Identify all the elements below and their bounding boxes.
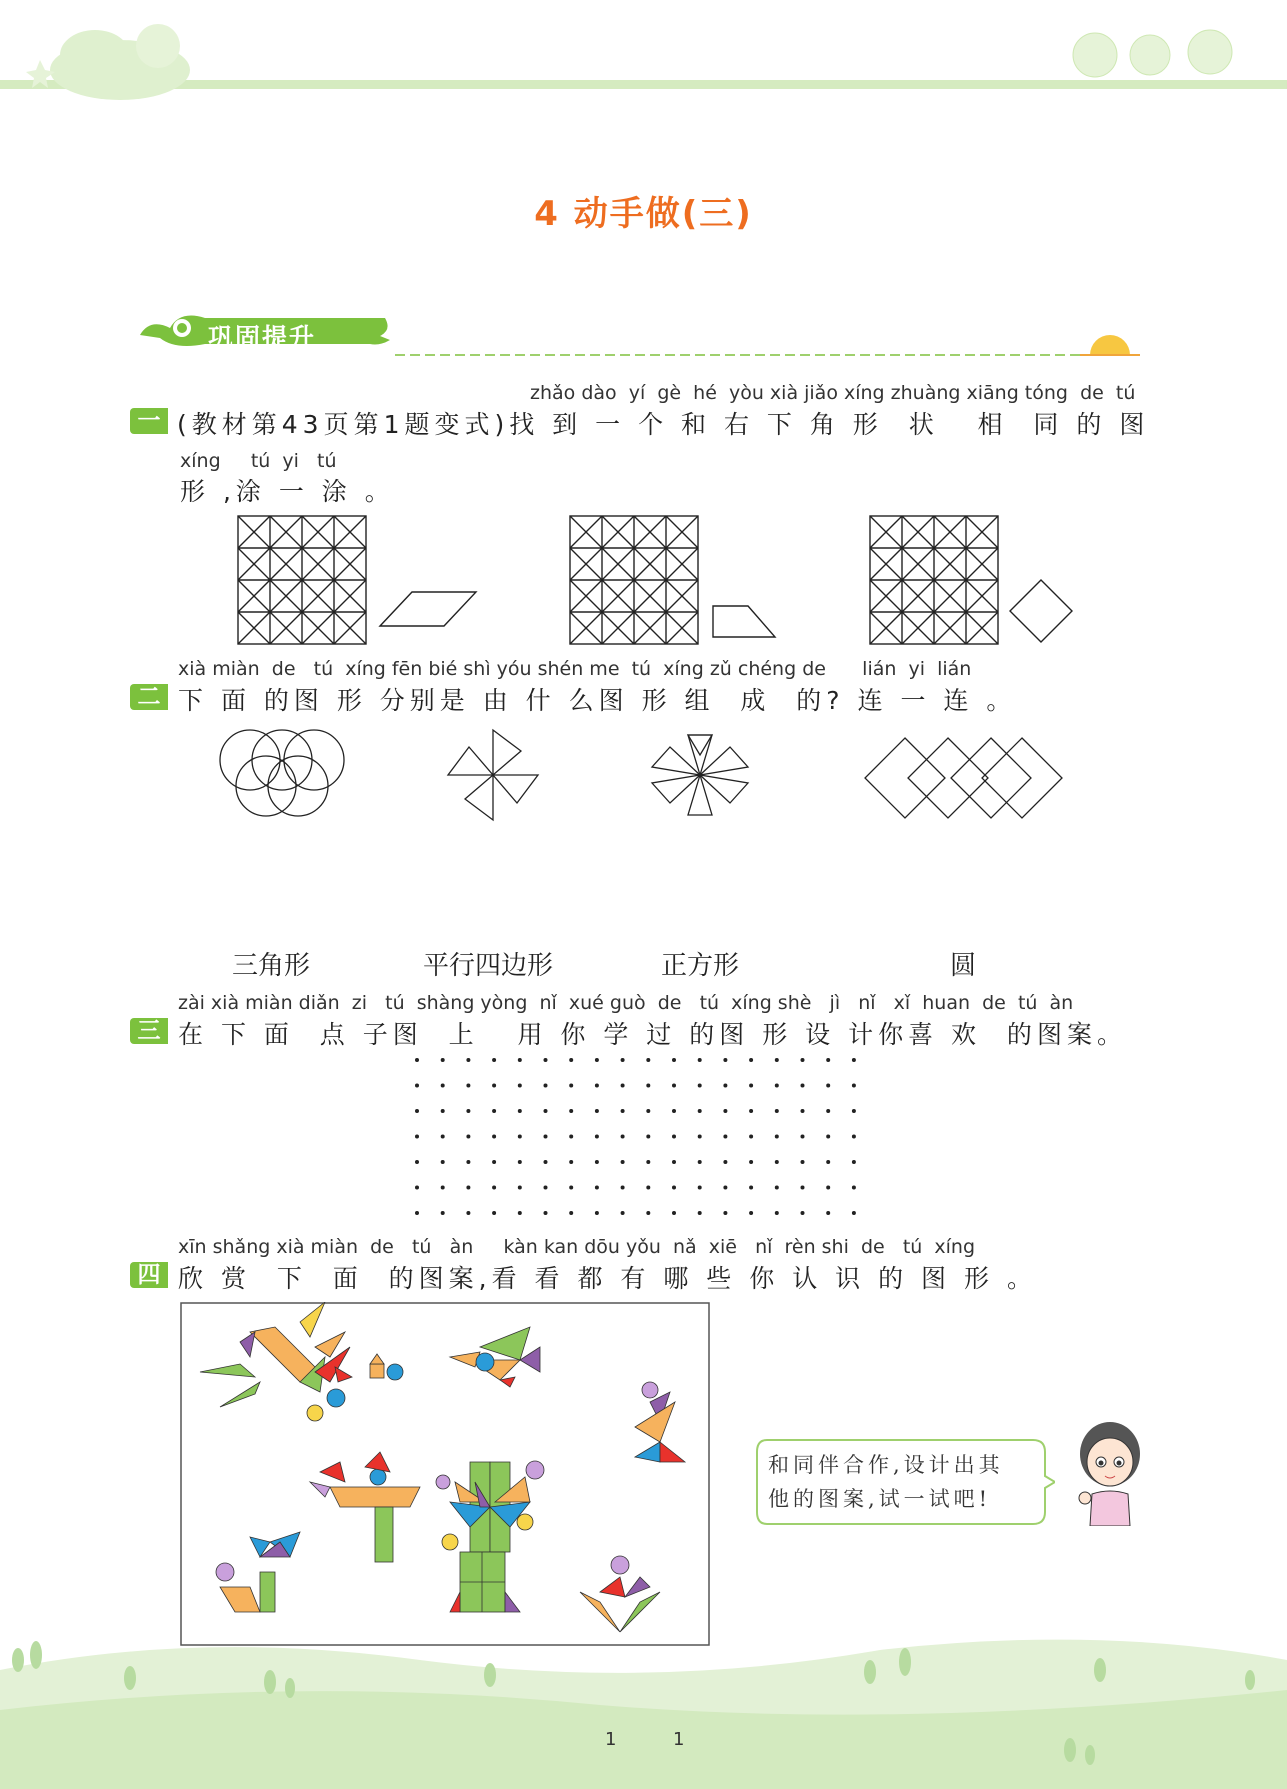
grid-dot[interactable] [544, 1058, 548, 1062]
grid-dot[interactable] [801, 1084, 805, 1088]
q2-label-triangle: 三角形 [232, 951, 311, 981]
section-banner-label: 巩固提升 [208, 323, 317, 352]
q2-figures [0, 720, 1287, 840]
grid-dot[interactable] [852, 1084, 856, 1088]
q1-text-line2: 形 ,涂 一 涂 。 [180, 477, 395, 506]
grid-dot[interactable] [826, 1058, 830, 1062]
grid-dot[interactable] [441, 1160, 445, 1164]
grid-dot[interactable] [801, 1160, 805, 1164]
grid-dot[interactable] [466, 1135, 470, 1139]
grid-dot[interactable] [775, 1058, 779, 1062]
grid-dot[interactable] [492, 1135, 496, 1139]
grid-dot[interactable] [723, 1084, 727, 1088]
grid-dot[interactable] [801, 1058, 805, 1062]
grid-dot[interactable] [723, 1186, 727, 1190]
grid-dot[interactable] [646, 1109, 650, 1113]
grid-dot[interactable] [569, 1058, 573, 1062]
grid-dot[interactable] [646, 1211, 650, 1215]
q3-pinyin: zài xià miàn diǎn zi tú shàng yòng nǐ xué guò de tú xíng shè jì nǐ xǐ huan de tú àn [178, 992, 1074, 1014]
grid-dot[interactable] [826, 1084, 830, 1088]
grid-dot[interactable] [852, 1135, 856, 1139]
grid-dot[interactable] [441, 1211, 445, 1215]
grid-dot[interactable] [749, 1211, 753, 1215]
q1-pinyin-line2: xíng tú yi tú [180, 450, 337, 472]
grid-dot[interactable] [441, 1084, 445, 1088]
grid-dot[interactable] [415, 1211, 419, 1215]
q4-pinyin: xīn shǎng xià miàn de tú àn kàn kan dōu yǒu nǎ xiē nǐ rèn shi de tú xíng [178, 1236, 976, 1258]
grid-dot[interactable] [466, 1084, 470, 1088]
grid-dot[interactable] [672, 1160, 676, 1164]
grid-dot[interactable] [415, 1058, 419, 1062]
grid-dot[interactable] [826, 1211, 830, 1215]
grid-dot[interactable] [518, 1186, 522, 1190]
grid-dot[interactable] [775, 1135, 779, 1139]
q2-pinwheel-figure [448, 730, 538, 820]
grid-dot[interactable] [492, 1109, 496, 1113]
q1-pinyin-line1: zhǎo dào yí gè hé yòu xià jiǎo xíng zhuàng xiāng tóng de tú [530, 382, 1136, 404]
grid-dot[interactable] [466, 1186, 470, 1190]
grid-dot[interactable] [492, 1211, 496, 1215]
grid-dot[interactable] [569, 1135, 573, 1139]
grid-dot[interactable] [415, 1109, 419, 1113]
grid-dot[interactable] [775, 1160, 779, 1164]
grid-dot[interactable] [569, 1109, 573, 1113]
grid-dot[interactable] [492, 1186, 496, 1190]
grid-dot[interactable] [569, 1186, 573, 1190]
grid-dot[interactable] [595, 1160, 599, 1164]
grid-dot[interactable] [698, 1160, 702, 1164]
grid-dot[interactable] [415, 1084, 419, 1088]
grid-dot[interactable] [749, 1058, 753, 1062]
grid-dot[interactable] [441, 1135, 445, 1139]
speech-bubble-text [768, 1448, 1004, 1516]
q4-number-badge: 四 [130, 1262, 168, 1288]
grid-dot[interactable] [544, 1109, 548, 1113]
grid-dot[interactable] [415, 1135, 419, 1139]
grid-dot[interactable] [801, 1109, 805, 1113]
q1-parallelogram [380, 592, 476, 626]
grid-dot[interactable] [826, 1160, 830, 1164]
q2-label-parallelogram: 平行四边形 [423, 951, 554, 981]
grid-dot[interactable] [492, 1058, 496, 1062]
grid-dot[interactable] [749, 1186, 753, 1190]
q1-square-rotated [1010, 580, 1072, 642]
grid-dot[interactable] [518, 1109, 522, 1113]
q1-grid-2 [570, 516, 698, 644]
grid-dot[interactable] [672, 1058, 676, 1062]
q2-pinyin: xià miàn de tú xíng fēn bié shì yóu shén me tú xíng zǔ chéng de lián yi lián [178, 658, 972, 680]
grid-dot[interactable] [621, 1160, 625, 1164]
q2-text: 下 面 的图 形 分别是 由 什 么图 形 组 成 的? 连 一 连 。 [178, 686, 1017, 715]
grid-dot[interactable] [595, 1135, 599, 1139]
q2-squares-figure [865, 738, 1062, 818]
grid-dot[interactable] [621, 1109, 625, 1113]
q3-number-badge: 三 [130, 1018, 168, 1044]
grid-dot[interactable] [595, 1211, 599, 1215]
grid-dot[interactable] [672, 1084, 676, 1088]
q2-flower-figure [652, 735, 748, 815]
grid-dot[interactable] [646, 1058, 650, 1062]
grid-dot[interactable] [672, 1135, 676, 1139]
grid-dot[interactable] [852, 1160, 856, 1164]
q1-grid-figures [0, 500, 1287, 660]
grid-dot[interactable] [569, 1211, 573, 1215]
grid-dot[interactable] [466, 1109, 470, 1113]
q2-circles-figure [220, 730, 344, 816]
q1-number-badge: 一 [130, 408, 168, 434]
grid-dot[interactable] [852, 1186, 856, 1190]
grid-dot[interactable] [544, 1084, 548, 1088]
grid-dot[interactable] [466, 1160, 470, 1164]
grid-dot[interactable] [441, 1058, 445, 1062]
grid-dot[interactable] [723, 1058, 727, 1062]
footer-landscape [0, 1630, 1287, 1789]
grid-dot[interactable] [518, 1135, 522, 1139]
grid-dot[interactable] [646, 1186, 650, 1190]
grid-dot[interactable] [621, 1058, 625, 1062]
grid-dot[interactable] [518, 1211, 522, 1215]
grid-dot[interactable] [569, 1084, 573, 1088]
grid-dot[interactable] [544, 1160, 548, 1164]
grid-dot[interactable] [723, 1135, 727, 1139]
q2-label-circle: 圆 [950, 951, 977, 981]
grid-dot[interactable] [544, 1211, 548, 1215]
grid-dot[interactable] [441, 1186, 445, 1190]
page-title: 4 动手做(三) [534, 194, 753, 234]
grid-dot[interactable] [775, 1109, 779, 1113]
q4-tangram-panel [180, 1302, 710, 1646]
grid-dot[interactable] [698, 1084, 702, 1088]
grid-dot[interactable] [569, 1160, 573, 1164]
q1-grid-1 [238, 516, 366, 644]
grid-dot[interactable] [672, 1186, 676, 1190]
grid-dot[interactable] [801, 1135, 805, 1139]
grid-dot[interactable] [621, 1135, 625, 1139]
q3-dot-grid[interactable] [405, 1050, 865, 1230]
grid-dot[interactable] [723, 1160, 727, 1164]
grid-dot[interactable] [544, 1135, 548, 1139]
grid-dot[interactable] [518, 1160, 522, 1164]
grid-dot[interactable] [646, 1135, 650, 1139]
grid-dot[interactable] [621, 1084, 625, 1088]
grid-dot[interactable] [698, 1058, 702, 1062]
q1-trapezoid [713, 606, 775, 637]
grid-dot[interactable] [852, 1211, 856, 1215]
grid-dot[interactable] [852, 1109, 856, 1113]
grid-dot[interactable] [672, 1211, 676, 1215]
grid-dot[interactable] [749, 1160, 753, 1164]
grid-dot[interactable] [621, 1186, 625, 1190]
grid-dot[interactable] [646, 1160, 650, 1164]
grid-dot[interactable] [775, 1211, 779, 1215]
page-number-left: 1 [605, 1729, 617, 1750]
grid-dot[interactable] [775, 1186, 779, 1190]
grid-dot[interactable] [595, 1186, 599, 1190]
grid-dot[interactable] [698, 1109, 702, 1113]
grid-dot[interactable] [595, 1084, 599, 1088]
grid-dot[interactable] [801, 1186, 805, 1190]
grid-dot[interactable] [415, 1186, 419, 1190]
grid-dot[interactable] [698, 1211, 702, 1215]
grid-dot[interactable] [595, 1109, 599, 1113]
grid-dot[interactable] [698, 1135, 702, 1139]
grid-dot[interactable] [749, 1084, 753, 1088]
q2-label-square: 正方形 [661, 951, 740, 981]
q3-text: 在 下 面 点 子图 上 用 你 学 过 的图 形 设 计你喜 欢 的图案。 [178, 1020, 1127, 1049]
grid-dot[interactable] [826, 1186, 830, 1190]
grid-dot[interactable] [415, 1160, 419, 1164]
grid-dot[interactable] [492, 1084, 496, 1088]
grid-dot[interactable] [749, 1109, 753, 1113]
grid-dot[interactable] [621, 1211, 625, 1215]
grid-dot[interactable] [852, 1058, 856, 1062]
grid-dot[interactable] [544, 1186, 548, 1190]
grid-dot[interactable] [723, 1109, 727, 1113]
q2-number-badge: 二 [130, 684, 168, 710]
grid-dot[interactable] [826, 1135, 830, 1139]
grid-dot[interactable] [775, 1084, 779, 1088]
grid-dot[interactable] [466, 1211, 470, 1215]
grid-dot[interactable] [518, 1084, 522, 1088]
grid-dot[interactable] [723, 1211, 727, 1215]
speech-bubble-line2: 他的图案,试一试吧! [768, 1487, 992, 1511]
grid-dot[interactable] [801, 1211, 805, 1215]
grid-dot[interactable] [518, 1058, 522, 1062]
q1-text-line1: (教材第43页第1题变式)找 到 一 个 和 右 下 角 形 状 相 同 的 图 [177, 410, 1150, 439]
q4-text: 欣 赏 下 面 的图案,看 看 都 有 哪 些 你 认 识 的 图 形 。 [178, 1264, 1037, 1293]
grid-dot[interactable] [441, 1109, 445, 1113]
page-number-right: 1 [673, 1729, 685, 1750]
grid-dot[interactable] [826, 1109, 830, 1113]
grid-dot[interactable] [466, 1058, 470, 1062]
grid-dot[interactable] [672, 1109, 676, 1113]
grid-dot[interactable] [492, 1160, 496, 1164]
speech-bubble-line1: 和同伴合作,设计出其 [768, 1453, 1004, 1477]
grid-dot[interactable] [595, 1058, 599, 1062]
q1-grid-3 [870, 516, 998, 644]
girl-illustration [1070, 1418, 1150, 1526]
grid-dot[interactable] [646, 1084, 650, 1088]
header-decoration [0, 0, 1287, 120]
grid-dot[interactable] [698, 1186, 702, 1190]
grid-dot[interactable] [749, 1135, 753, 1139]
